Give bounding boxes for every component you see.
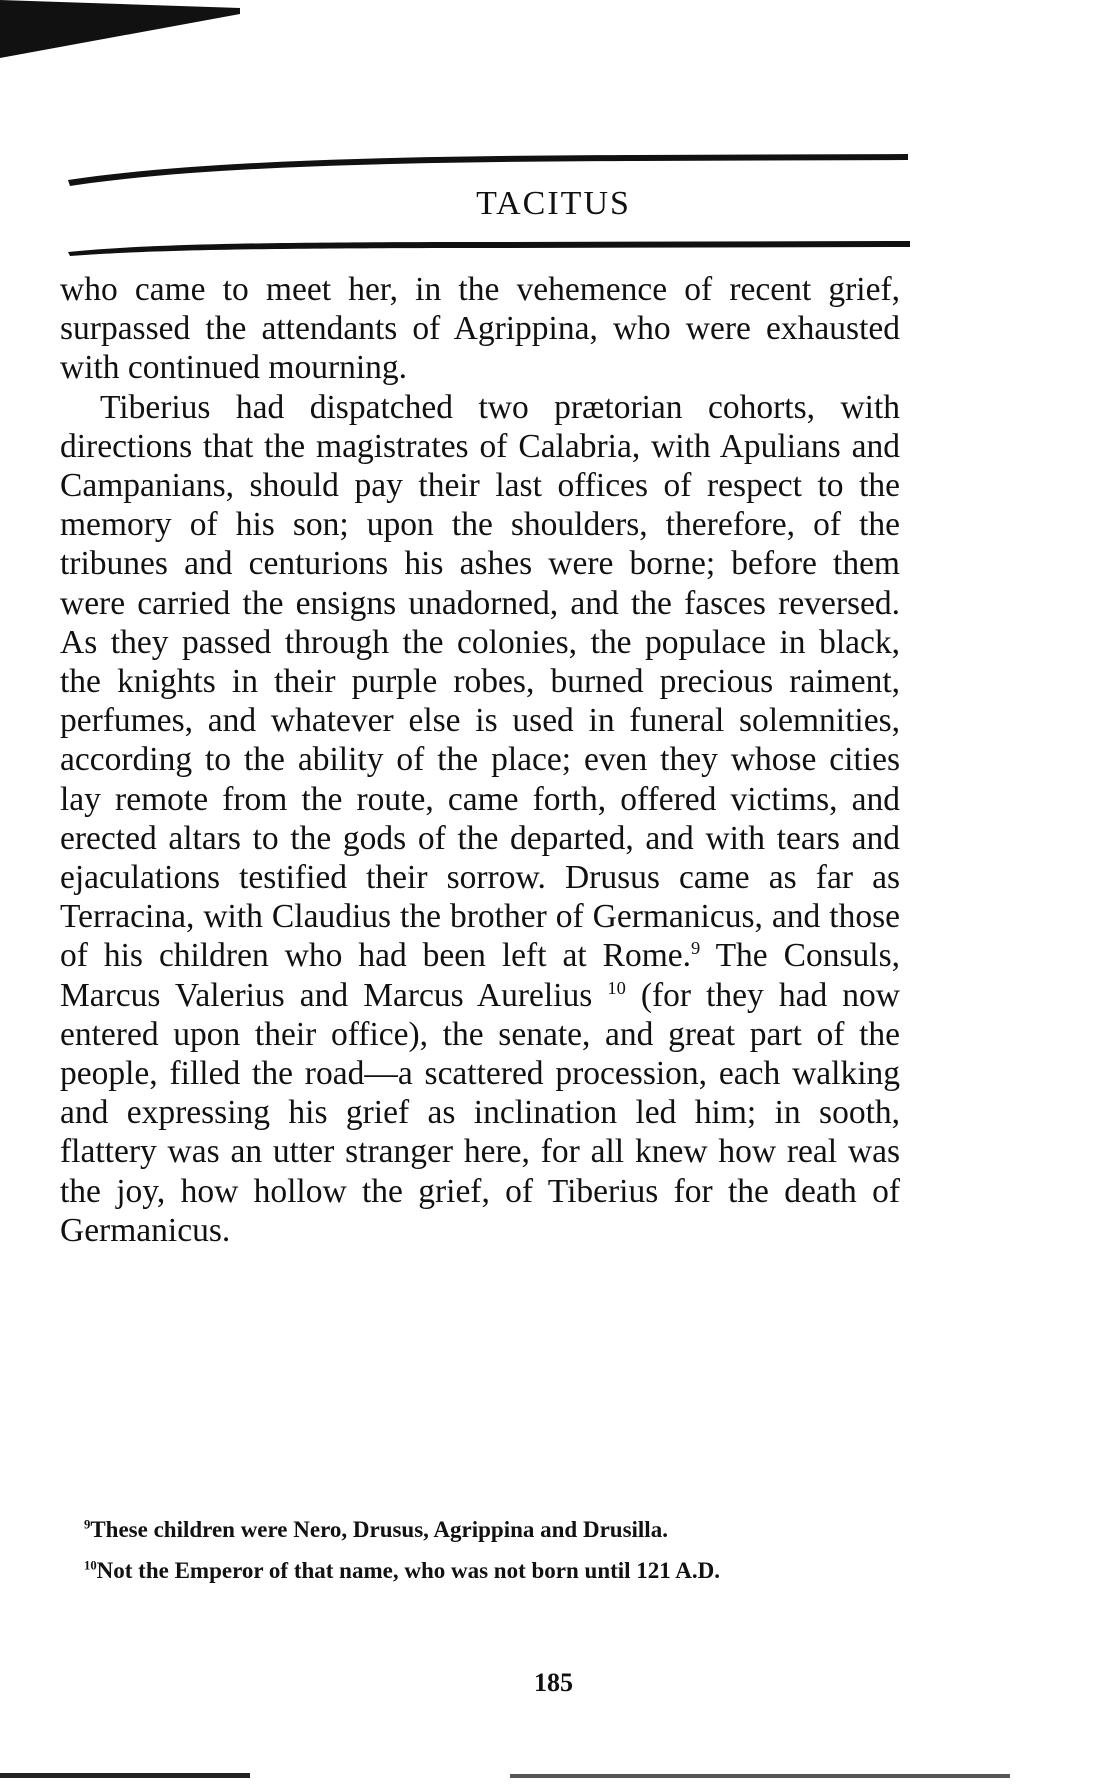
footnotes [60, 1515, 900, 1597]
footnote-reference: 10 [607, 977, 626, 998]
footnote-reference: 9 [691, 938, 701, 959]
paragraph: who came to meet her, in the vehemence of recent grief, surpassed the attendants of Agrippina, who were exhausted with continued mourning. [60, 271, 900, 387]
page-bottom-rule [510, 1774, 1010, 1778]
page-corner-mark [0, 0, 240, 60]
page-number: 185 [534, 1668, 573, 1697]
paragraph [60, 388, 900, 1250]
paragraph-text: The Consuls, Marcus Valerius and Marcus Aurelius [60, 937, 900, 1014]
footnote-mark: 9 [84, 1517, 91, 1532]
body-text [60, 270, 900, 1250]
footnote [60, 1515, 900, 1544]
footnote-text: Not the Emperor of that name, who was not born until 121 A.D. [96, 1558, 721, 1583]
header-rule-bottom [68, 238, 910, 258]
footnote [60, 1556, 900, 1585]
footnote-text: These children were Nero, Drusus, Agrippina and Drusilla. [90, 1517, 668, 1542]
paragraph-text: Tiberius had dispatched two prætorian cohorts, with directions that the magistrates of Calabria, with Apulians and Campanians, should pay their last offices of respect to the memory of his son; upon the shoulders, therefore, of the tribunes and centurions his ashes were borne; before them were carried the ensigns unadorned, and the fasces reversed. As they passed through the colonies, the populace in black, the knights in their purple robes, burned precious raiment, perfumes, and whatever else is used in funeral solemnities, according to the ability of the place; even they whose cities lay remote from the route, came forth, offered victims, and erected altars to the gods of the departed, and with tears and ejaculations testified their sorrow. Drusus came as far as Terracina, with Claudius the brother of Germanicus, and those of his children who had been left at Rome. [60, 388, 900, 975]
running-head: TACITUS [476, 185, 631, 222]
paragraph-text: (for they had now entered upon their office), the senate, and great part of the people, filled the road—a scattered procession, each walking and expressing his grief as inclination led him; in sooth, flattery was an utter stranger here, for all knew how real was the joy, how hollow the grief, of Tiberius for the death of Germanicus. [60, 976, 900, 1249]
page-bottom-mark [0, 1770, 250, 1782]
header-rule-top [68, 150, 908, 190]
footnote-mark: 10 [84, 1558, 97, 1573]
